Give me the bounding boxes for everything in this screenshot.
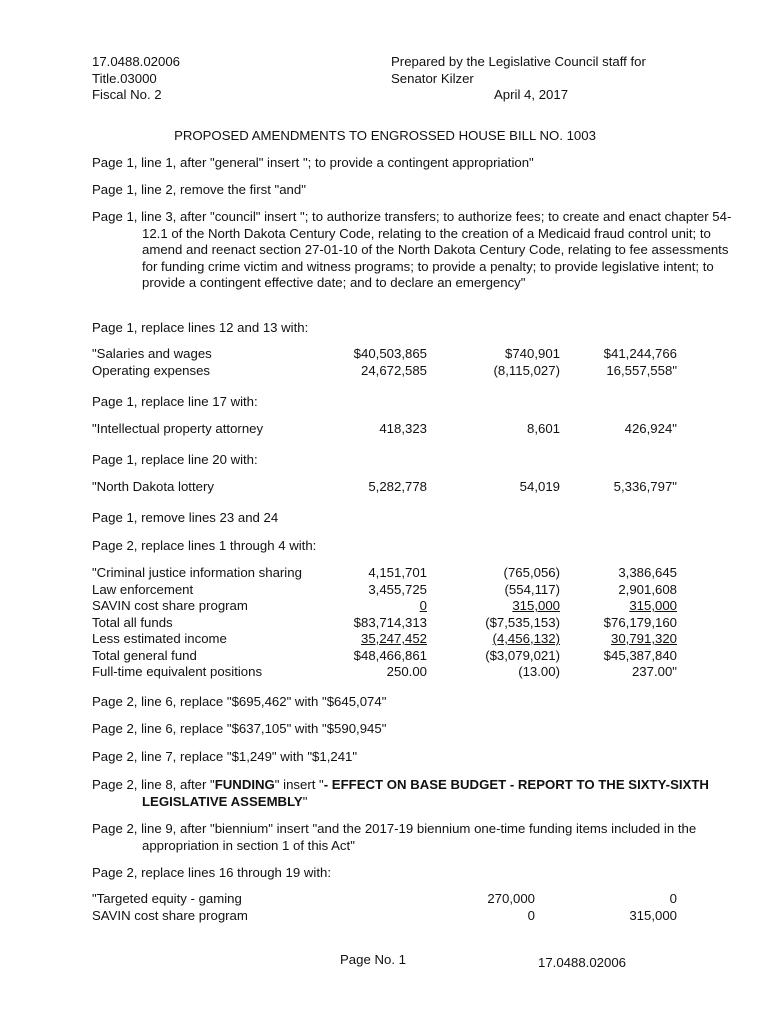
row-value-col2: (765,056) [503, 565, 560, 580]
row-value-col1: 0 [419, 598, 427, 613]
instruction-10: Page 2, line 6, replace "$637,105" with "$590,945" [92, 721, 387, 736]
row-value-col2: 315,000 [512, 598, 560, 613]
row-value-col2: (13.00) [518, 664, 560, 679]
row-value-col1: $40,503,865 [353, 346, 427, 361]
fiscal-number: Fiscal No. 2 [92, 87, 162, 102]
row-value-col1: 24,672,585 [360, 363, 427, 378]
instruction-14: Page 2, replace lines 16 through 19 with: [92, 865, 331, 880]
row-value-col2: (554,117) [504, 581, 560, 597]
row-value-col1: 250.00 [386, 664, 427, 679]
row-value-col3: 315,000 [629, 598, 677, 613]
footer-page-number: Page No. 1 [340, 952, 406, 967]
row-label: "Intellectual property attorney [92, 421, 264, 436]
row-label: "North Dakota lottery [92, 479, 214, 494]
row-label: Operating expenses [92, 363, 211, 378]
row-label: "Salaries and wages [92, 346, 212, 361]
row-value-col1: 3,455,725 [368, 581, 427, 597]
instruction-12-post: " [302, 793, 308, 809]
row-label: Full-time equivalent positions [92, 664, 263, 679]
table-row [92, 908, 677, 925]
instruction-13: Page 2, line 9, after "biennium" insert "and the 2017-19 biennium one-time funding items included in the appropriation in section 1 of this Act" [92, 821, 697, 853]
row-value-col2: ($7,535,153) [485, 614, 560, 630]
row-value-col3: 3,386,645 [618, 565, 677, 580]
instruction-9: Page 2, line 6, replace "$695,462" with "$645,074" [92, 694, 387, 709]
instruction-7: Page 1, remove lines 23 and 24 [92, 510, 279, 525]
row-value-col2: 8,601 [526, 421, 560, 436]
instruction-4: Page 1, replace lines 12 and 13 with: [92, 320, 309, 335]
title-number: Title.03000 [92, 70, 157, 86]
row-value-col1: 270,000 [487, 891, 535, 906]
table-row [92, 479, 677, 496]
table-row [92, 565, 677, 582]
row-value-col1: 35,247,452 [360, 631, 427, 646]
row-value-col1: 4,151,701 [368, 565, 427, 580]
instruction-5: Page 1, replace line 17 with: [92, 394, 258, 409]
row-label: SAVIN cost share program [92, 907, 248, 923]
document-date: April 4, 2017 [494, 87, 569, 102]
instruction-8: Page 2, replace lines 1 through 4 with: [92, 538, 317, 553]
row-value-col2: 0 [669, 891, 677, 906]
row-label: Less estimated income [92, 631, 227, 646]
row-value-col3: $76,179,160 [603, 614, 677, 630]
table-row [92, 648, 677, 665]
table-row [92, 421, 677, 438]
doc-number: 17.0488.02006 [92, 54, 181, 69]
instruction-3: Page 1, line 3, after "council" insert "; to authorize transfers; to authorize fees; to create and enact chapter 54-12.1 of the North Dakota Century Code, relating to the creation of a Medicaid fraud control unit; to amend and reenact section 27-01-10 of the North Dakota Century Code, relating to fee assessments for funding crime victim and witness programs; to provide a penalty; to provide legislative intent; to provide a contingent effective date; and to declare an emergency" [92, 209, 732, 290]
row-label: "Targeted equity - gaming [92, 891, 242, 906]
row-value-col3: 30,791,320 [610, 631, 677, 646]
table-row [92, 891, 677, 908]
row-label: Law enforcement [92, 581, 194, 597]
row-value-col2: 315,000 [629, 907, 677, 923]
row-value-col2: (8,115,027) [493, 363, 560, 378]
row-label: "Criminal justice information sharing [92, 565, 302, 580]
row-value-col3: 426,924" [624, 421, 677, 436]
table-row [92, 615, 677, 632]
prepared-by-line2: Senator Kilzer [391, 70, 474, 86]
header-right [391, 54, 646, 87]
row-value-col1: 418,323 [379, 421, 427, 436]
table-row [92, 582, 677, 599]
row-value-col3: 16,557,558" [606, 363, 677, 378]
page-title: PROPOSED AMENDMENTS TO ENGROSSED HOUSE BILL NO. 1003 [174, 128, 596, 143]
instruction-6: Page 1, replace line 20 with: [92, 452, 258, 467]
row-value-col3: 2,901,608 [618, 581, 677, 597]
table-row [92, 598, 677, 615]
instruction-12-bold-insert: - EFFECT ON BASE BUDGET - REPORT TO THE SIXTY-SIXTH LEGISLATIVE ASSEMBLY [142, 777, 709, 809]
instruction-12-pre: Page 2, line 8, after " [92, 777, 215, 792]
row-label: Total all funds [92, 614, 173, 630]
row-value-col3: $41,244,766 [603, 346, 677, 361]
row-value-col1: $83,714,313 [353, 614, 427, 630]
table-row [92, 631, 677, 648]
instruction-12-bold-funding: FUNDING [214, 777, 275, 792]
row-value-col1: 5,282,778 [368, 479, 427, 494]
prepared-by-line1: Prepared by the Legislative Council staff for [391, 54, 646, 69]
header-left [92, 54, 180, 104]
row-value-col1: 0 [527, 907, 535, 923]
row-value-col3: 237.00" [631, 664, 677, 679]
instruction-11: Page 2, line 7, replace "$1,249" with "$1,241" [92, 749, 358, 764]
table-row [92, 346, 677, 363]
row-value-col2: $740,901 [504, 346, 560, 361]
row-value-col2: (4,456,132) [492, 631, 560, 646]
row-label: SAVIN cost share program [92, 598, 248, 613]
instruction-1: Page 1, line 1, after "general" insert "; to provide a contingent appropriation" [92, 155, 534, 170]
table-row [92, 664, 677, 681]
table-row [92, 363, 677, 380]
row-value-col1: $48,466,861 [353, 647, 427, 663]
row-value-col3: 5,336,797" [613, 479, 677, 494]
footer-doc-number: 17.0488.02006 [538, 955, 627, 970]
instruction-12 [92, 777, 732, 810]
instruction-12-mid: " insert " [274, 777, 324, 792]
row-value-col3: $45,387,840 [603, 647, 677, 663]
row-value-col2: ($3,079,021) [485, 647, 560, 663]
row-label: Total general fund [92, 647, 197, 663]
row-value-col2: 54,019 [519, 479, 560, 494]
instruction-2: Page 1, line 2, remove the first "and" [92, 182, 306, 197]
